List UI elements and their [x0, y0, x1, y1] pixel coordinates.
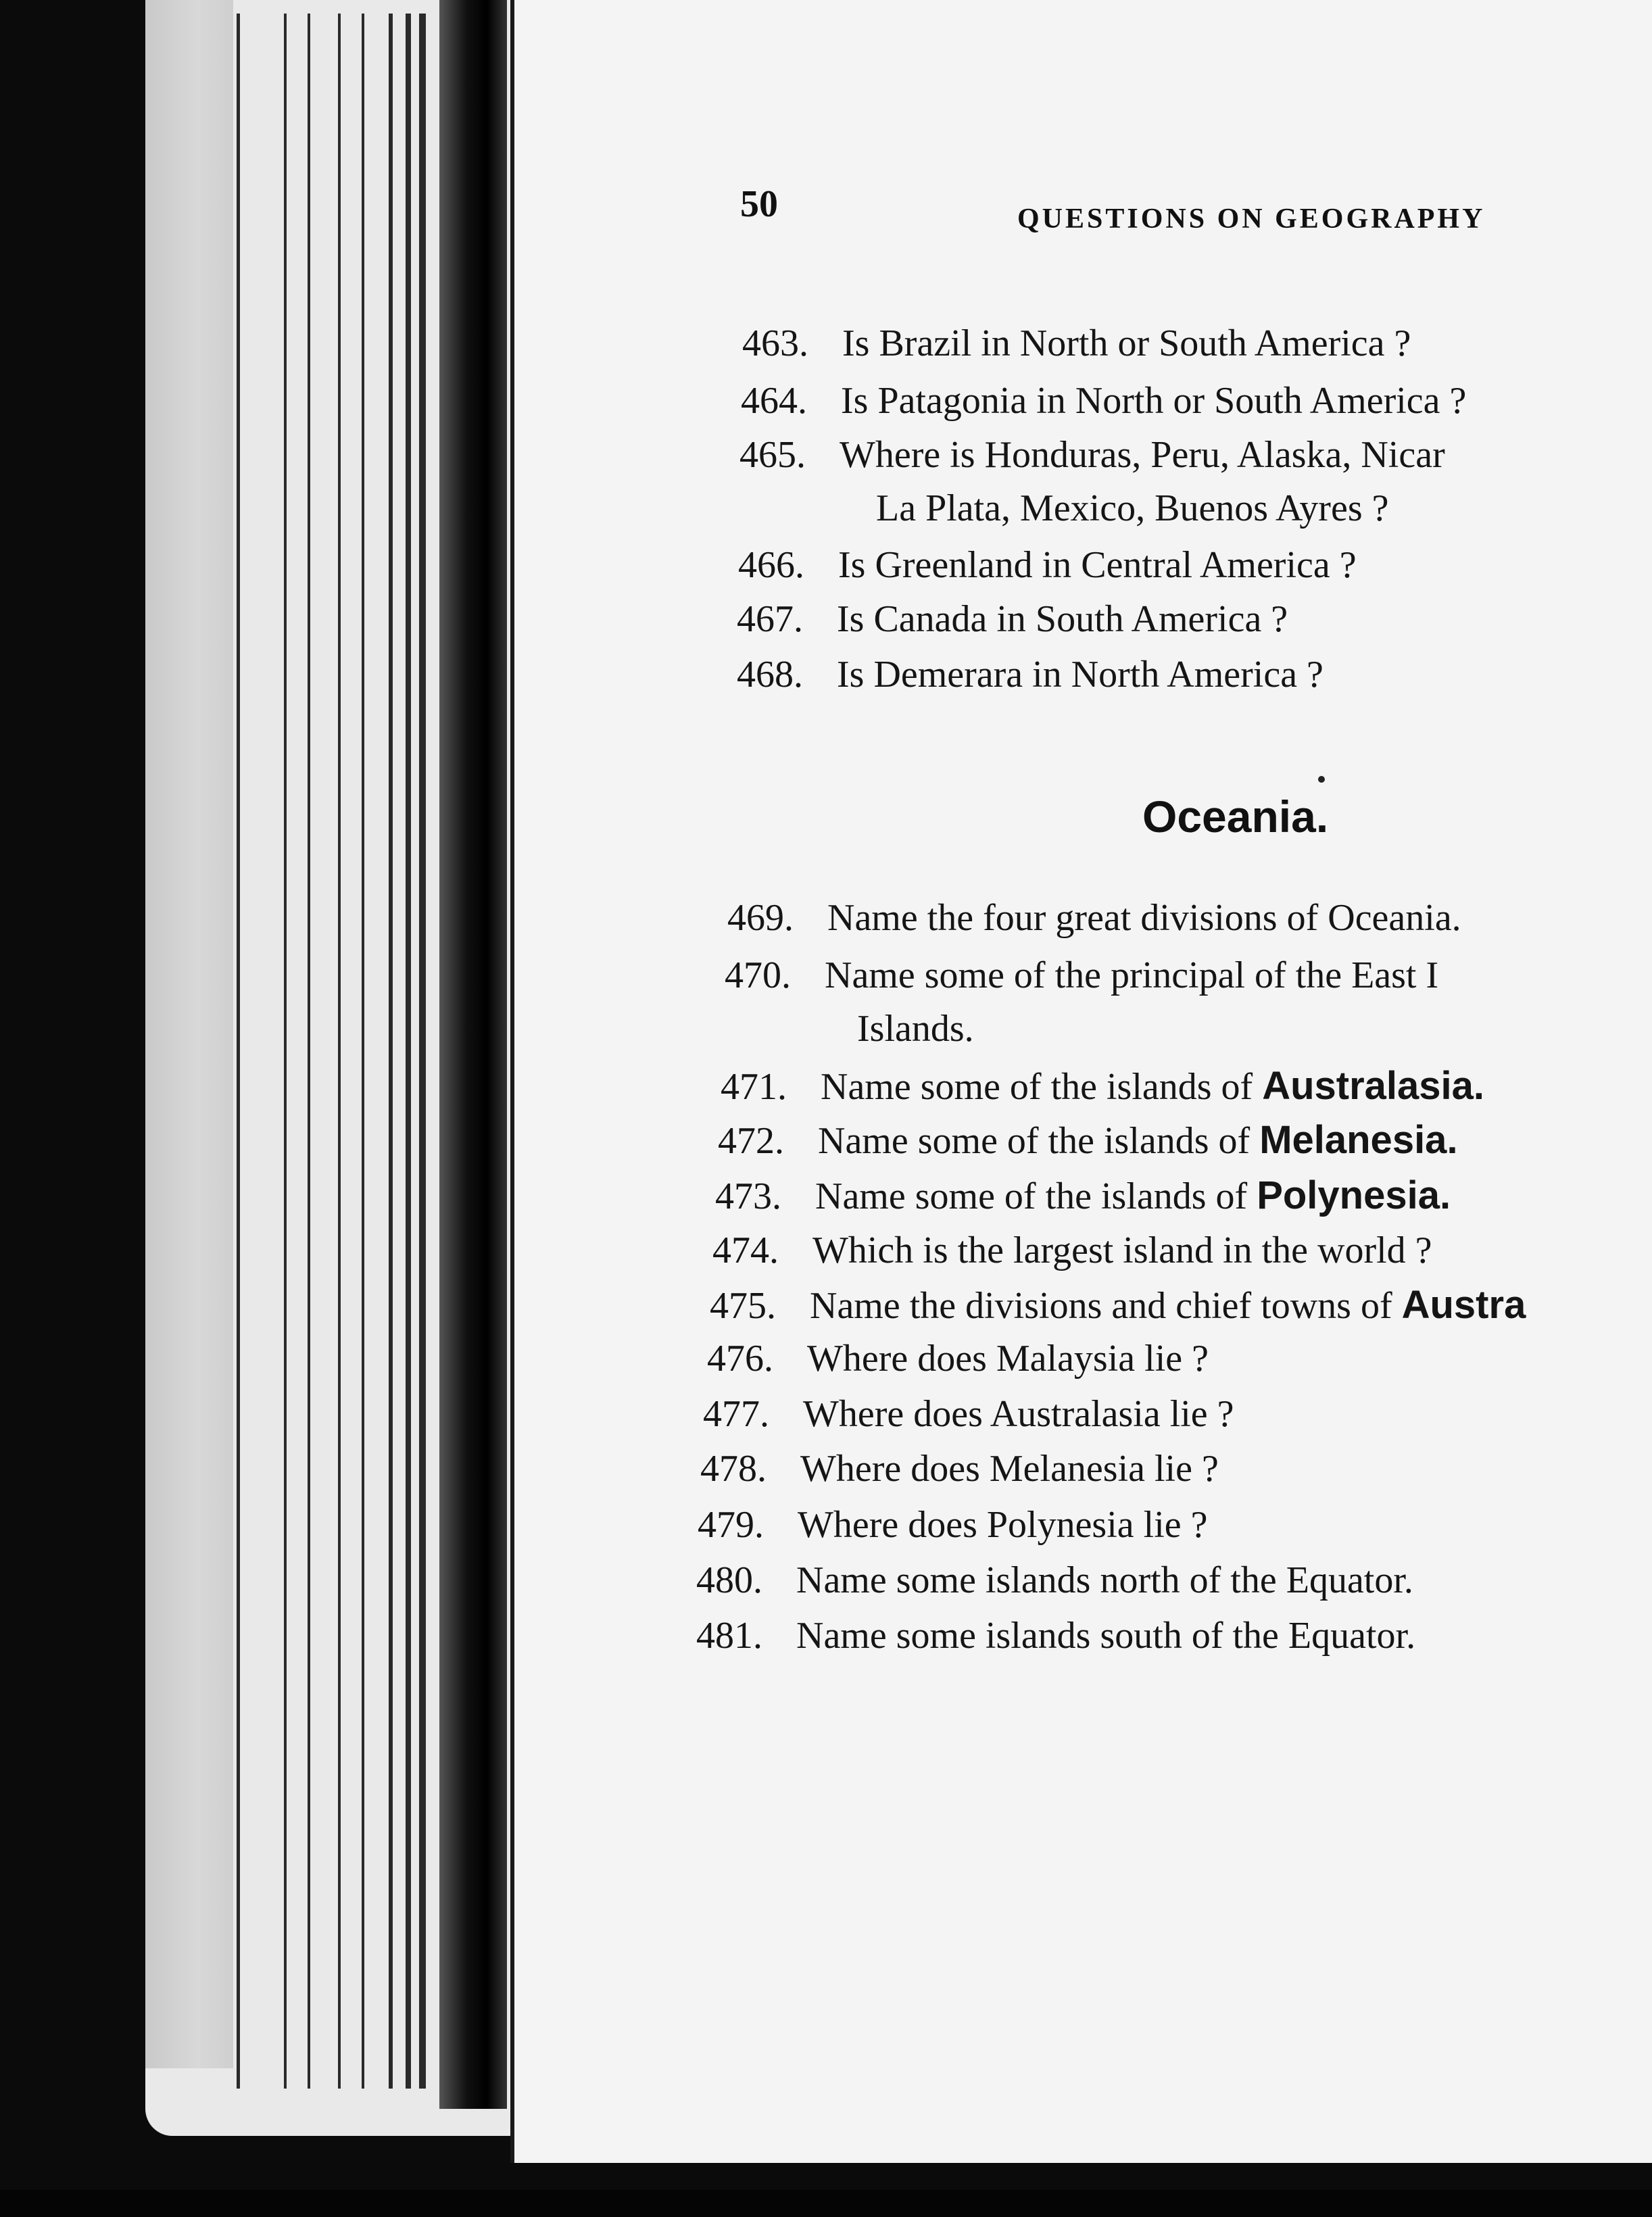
question-478: 478. Where does Melanesia lie ? [700, 1448, 1219, 1490]
question-470: 470. Name some of the principal of the East I [725, 954, 1439, 996]
bold-term: Melanesia. [1259, 1118, 1458, 1162]
question-469: 469. Name the four great divisions of Oceania. [727, 897, 1461, 939]
page-edge-line [284, 14, 287, 2089]
question-477: 477. Where does Australasia lie ? [703, 1393, 1234, 1435]
bold-term: Polynesia. [1257, 1173, 1451, 1217]
book-cover-edge [145, 0, 233, 2068]
page-edge-line [389, 14, 393, 2089]
page-edge-line [362, 14, 364, 2089]
page-edge-line [308, 14, 310, 2089]
question-464: 464. Is Patagonia in North or South America ? [741, 380, 1467, 422]
page-edge-line [406, 14, 411, 2089]
question-467: 467. Is Canada in South America ? [737, 598, 1288, 640]
ink-speck [1318, 776, 1325, 783]
page-edge-line [338, 14, 341, 2089]
question-472: 472. Name some of the islands of Melanesia. [718, 1118, 1458, 1162]
question-475: 475. Name the divisions and chief towns of Austra [710, 1283, 1526, 1327]
page-header-title: QUESTIONS ON GEOGRAPHY [1017, 203, 1486, 235]
question-481: 481. Name some islands south of the Equator. [696, 1615, 1416, 1657]
page-edge-line [237, 14, 240, 2089]
question-463: 463. Is Brazil in North or South America ? [742, 322, 1411, 364]
section-heading-oceania: Oceania. [1142, 791, 1329, 842]
question-470-continuation: Islands. [857, 1008, 974, 1050]
question-480: 480. Name some islands north of the Equator. [696, 1559, 1413, 1601]
question-465: 465. Where is Honduras, Peru, Alaska, Nicar [739, 434, 1445, 476]
bold-term: Australasia. [1262, 1064, 1485, 1108]
question-476: 476. Where does Malaysia lie ? [707, 1338, 1209, 1380]
scan-bottom-edge [0, 2190, 1652, 2217]
book-gutter [439, 0, 507, 2109]
page-edge-line [419, 14, 426, 2089]
question-479: 479. Where does Polynesia lie ? [698, 1504, 1208, 1546]
question-471: 471. Name some of the islands of Australasia. [721, 1064, 1485, 1108]
question-465-continuation: La Plata, Mexico, Buenos Ayres ? [876, 487, 1389, 529]
question-474: 474. Which is the largest island in the world ? [712, 1229, 1432, 1271]
question-473: 473. Name some of the islands of Polynesia. [715, 1173, 1451, 1217]
page-number: 50 [740, 183, 778, 225]
bold-term: Austra [1401, 1283, 1526, 1327]
question-468: 468. Is Demerara in North America ? [737, 654, 1323, 696]
question-466: 466. Is Greenland in Central America ? [738, 544, 1357, 586]
